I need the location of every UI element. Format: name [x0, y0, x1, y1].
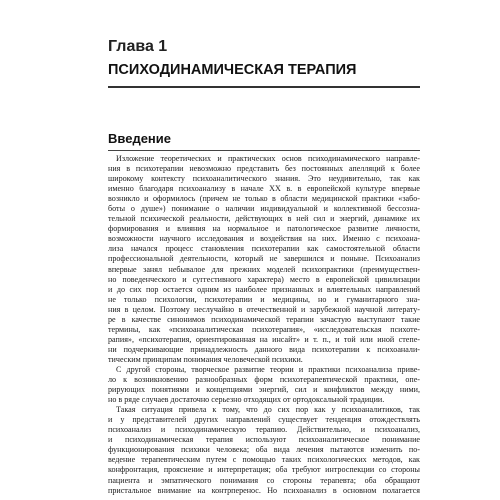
text-line: возникло и оформилось (причем не только в области медицинской практики «забо-	[108, 194, 420, 204]
text-line: но в ряде случаев достаточно серьезно отходящих от ортодоксальной традиции.	[108, 395, 385, 405]
text-line: ведение терапевтическим путем с помощью таких психологических методов, как	[108, 455, 420, 465]
text-line: профессиональной деятельности, который не завершился и поныне. Психоанализ	[108, 254, 420, 264]
chapter-divider	[108, 86, 420, 88]
text-line: и у представителей других направлений существует тенденция отождествлять	[108, 415, 420, 425]
section-divider	[108, 150, 420, 151]
text-line: ния в психотерапии невозможно представить без постоянных апелляций к более	[108, 164, 420, 174]
text-line: возможности научного исследования и воздействия на них. Именно с психоана-	[108, 234, 420, 244]
text-line: формирования и влияния на нормальное и патологическое развитие личности,	[108, 224, 420, 234]
chapter-title: ПСИХОДИНАМИЧЕСКАЯ ТЕРАПИЯ	[108, 62, 357, 78]
text-line: психоанализ и психодинамическую терапию. Действительно, и психоанализ,	[108, 425, 420, 435]
text-line: и до сих пор остается одним из наиболее признанных и влиятельных направлений	[108, 284, 420, 294]
chapter-label: Глава 1	[108, 38, 168, 55]
text-line: Изложение теоретических и практических основ психодинамического направле-	[116, 154, 420, 163]
text-line: рапия», «психотерапия, ориентированная на инсайт» и т. п., и той или иной степе-	[108, 334, 420, 344]
text-line: тическим принципам понимания человеческой психики.	[108, 354, 303, 364]
text-line: тельной психической реальности, действующих в ней сил и энергий, динамике их	[108, 214, 420, 224]
text-line: функционирования психики человека; оба вида лечения пытаются изменить по-	[108, 445, 420, 455]
text-line: Такая ситуация привела к тому, что до сих пор как у психоаналитиков, так	[116, 405, 420, 415]
body-text	[108, 154, 420, 496]
text-line: термины, как «психоаналитическая психотерапия», «исследовательская психоте-	[108, 324, 420, 334]
text-line: но поведенческого и суггестивного характера) место в европейской цивилизации	[108, 274, 420, 284]
text-line: пациента и эмпатического понимания со стороны терапевта; оба обращают	[108, 475, 420, 485]
section-title: Введение	[108, 131, 171, 146]
text-line: рирующих понятиями и концепциями энергий, сил и конфликтов между ними,	[108, 385, 420, 395]
text-line: боты о душе») понимание о наличии индивидуальной и коллективной бессозна-	[108, 204, 420, 214]
text-line: пристальное внимание на контрперенос. Но психоанализ в основном полагается	[108, 485, 420, 495]
text-line: не только психологии, психотерапии и медицины, но и гуманитарного зна-	[108, 294, 420, 304]
text-line: широкому контексту психоаналитического знания. Это неудивительно, так как	[108, 174, 420, 184]
text-line: ре в качестве синонимов психодинамической терапии зачастую выступают такие	[108, 314, 420, 324]
text-line: С другой стороны, творческое развитие теории и практики психоанализа приве-	[116, 364, 420, 374]
text-line: впервые занял небывалое для прежних моделей психопрактики (преимуществен-	[108, 264, 420, 274]
text-line: лиза начался процесс становления психотерапии как самостоятельной области	[108, 244, 420, 254]
text-line: ния в целом. Поэтому неслучайно в отечественной и зарубежной научной литерату-	[108, 304, 420, 314]
text-line: ни подчеркивающие принадлежность данного вида психотерапии к психоанали-	[108, 344, 420, 354]
book-page	[108, 0, 420, 500]
text-line: конфронтация, прояснение и интерпретация; оба требуют интроспекции со стороны	[108, 465, 420, 475]
text-line: ло к возникновению разнообразных форм психотерапевтической практики, опе-	[108, 375, 420, 385]
text-line: именно благодаря психоанализу в начале XX в. в европейской культуре впервые	[108, 184, 420, 194]
text-line: и психодинамическая терапия используют психоаналитическое понимание	[108, 435, 420, 445]
